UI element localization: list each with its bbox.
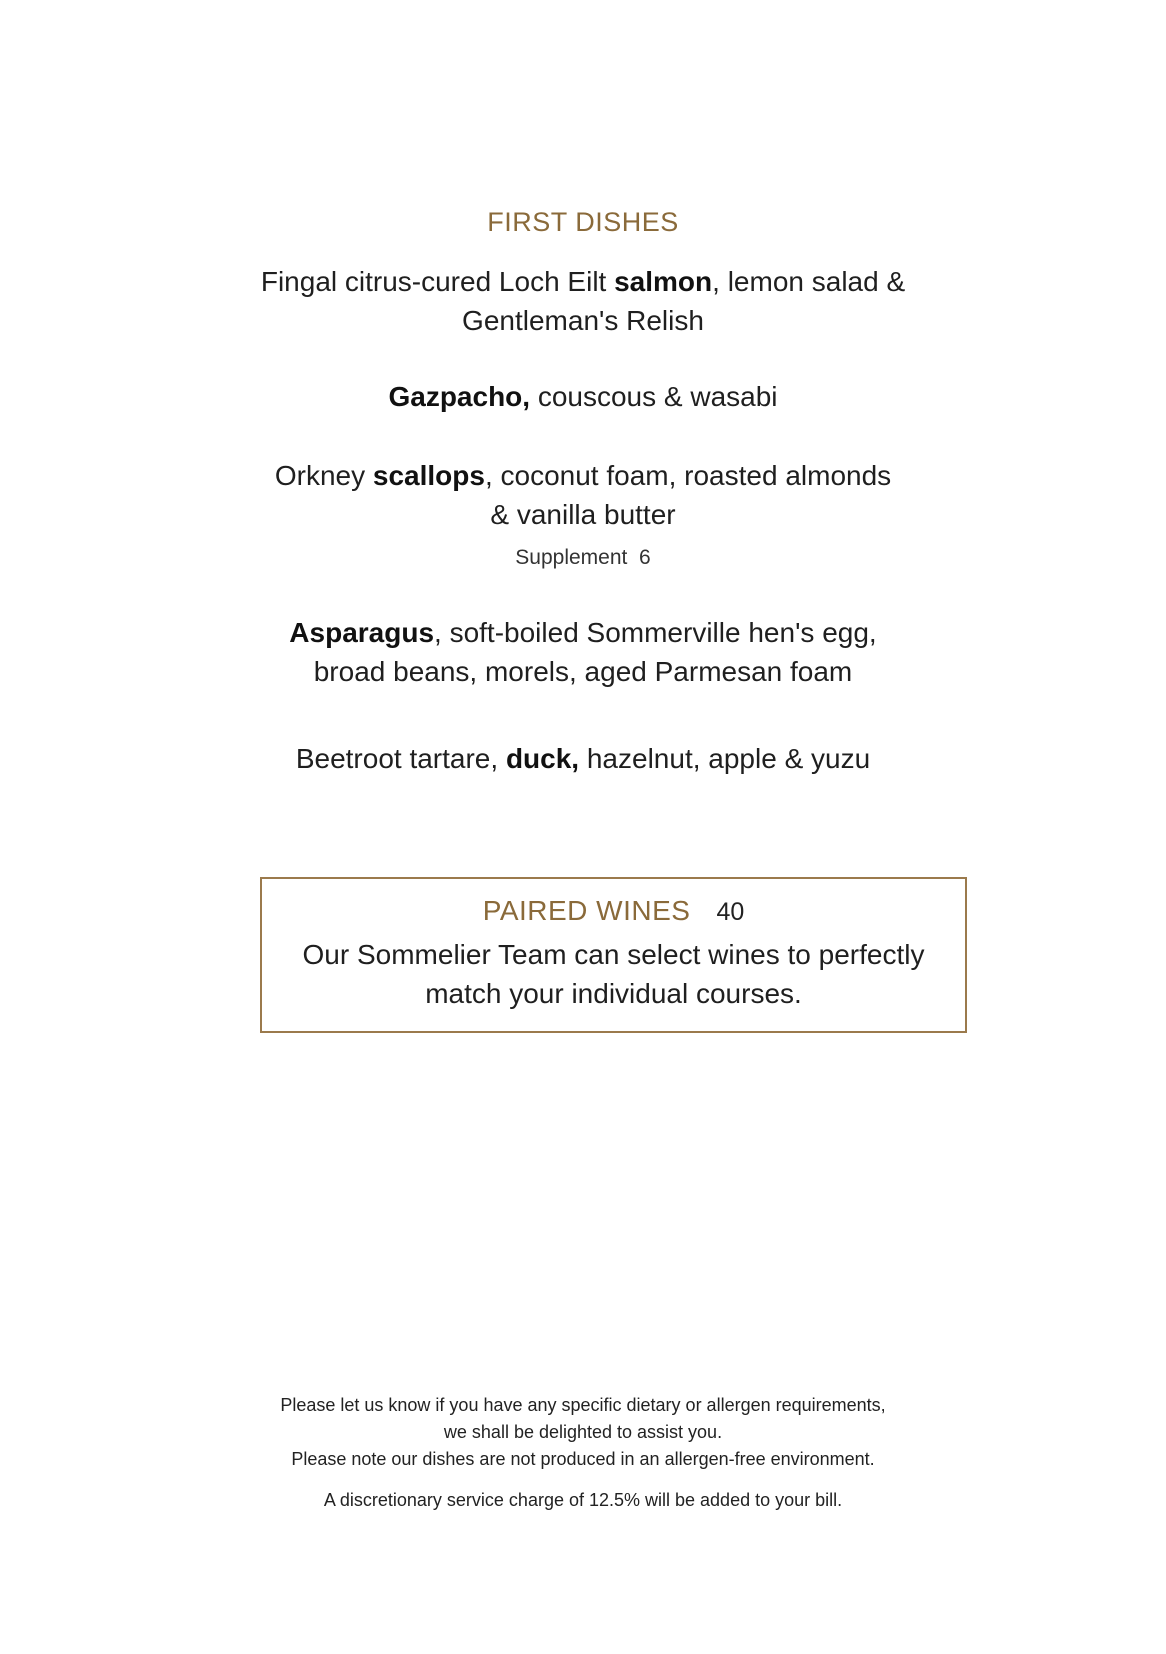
dish-scallops-highlight: scallops: [372, 460, 485, 491]
allergen-notice: Please let us know if you have any specific dietary or allergen requirements, we shall be delighted to assist you. Please note our dishes are not produced in an allergen-free environment.: [280, 1395, 886, 1469]
dish-asparagus-line1: Asparagus, soft-boiled Sommerville hen's egg,: [289, 617, 877, 648]
dish-scallops: [0, 456, 1166, 534]
dish-asparagus-line2: broad beans, morels, aged Parmesan foam: [313, 656, 853, 687]
section-title: FIRST DISHES: [487, 207, 679, 237]
dish-gazpacho: Gazpacho, couscous & wasabi: [388, 381, 778, 412]
paired-wines-title: PAIRED WINES: [482, 895, 691, 926]
dish-scallops-line2: & vanilla butter: [490, 499, 676, 530]
dish-scallops-line1: Orkney scallops, coconut foam, roasted almonds: [274, 460, 892, 491]
dish-duck: Beetroot tartare, duck, hazelnut, apple & yuzu: [295, 743, 871, 774]
dish-salmon-line1: Fingal citrus-cured Loch Eilt salmon, lemon salad &: [260, 266, 906, 297]
paired-wines-box: [260, 877, 967, 1033]
scallops-supplement: Supplement 6: [515, 546, 651, 569]
dish-asparagus: [0, 613, 1166, 691]
paired-wines-description: Our Sommelier Team can select wines to perfectly match your individual courses.: [302, 939, 925, 1009]
dish-salmon: [0, 262, 1166, 340]
dish-salmon-highlight: salmon: [614, 266, 713, 297]
paired-wines-heading: [262, 895, 965, 927]
dish-gazpacho-highlight: Gazpacho,: [388, 381, 531, 412]
service-charge-notice: A discretionary service charge of 12.5% will be added to your bill.: [323, 1490, 843, 1510]
dish-salmon-line2: Gentleman's Relish: [462, 305, 704, 336]
dish-duck-highlight: duck,: [505, 743, 580, 774]
dish-asparagus-highlight: Asparagus: [289, 617, 435, 648]
paired-wines-price: 40: [716, 898, 745, 926]
